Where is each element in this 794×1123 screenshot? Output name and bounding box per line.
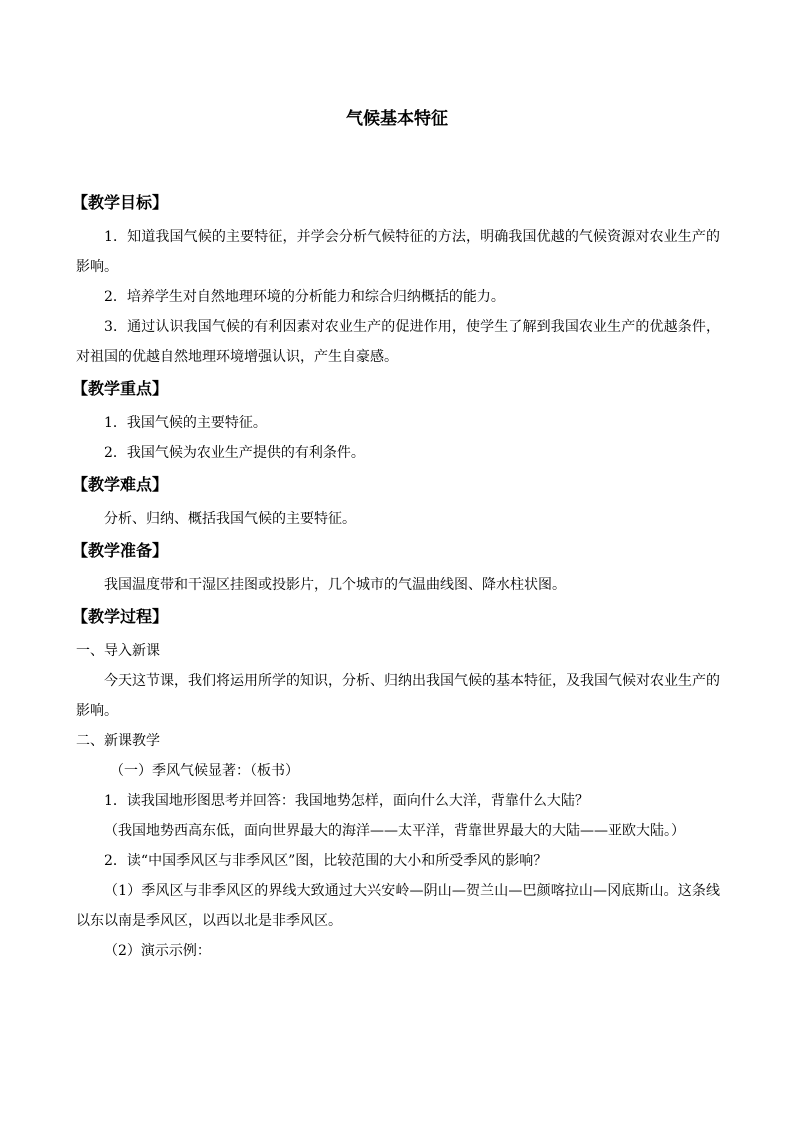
document-body [72,186,720,966]
process-step-heading-1: 一、导入新课 [76,643,160,659]
key-point-1: 1．我国气候的主要特征。 [104,415,267,431]
key-point-2: 2．我国气候为农业生产提供的有利条件。 [104,445,365,461]
difficulty-1: 分析、归纳、概括我国气候的主要特征。 [104,511,356,527]
section-heading-process: 【教学过程】 [72,607,169,626]
process-answer-2-1: （1）季风区与非季风区的界线大致通过大兴安岭—阴山—贺兰山—巴颜喀拉山—冈底斯山。这条线以东以南是季风区，以西以北是非季风区。 [76,883,720,929]
objective-3: 3．通过认识我国气候的有利因素对农业生产的促进作用，使学生了解到我国农业生产的优越条件，对祖国的优越自然地理环境增强认识，产生自豪感。 [76,319,720,365]
process-question-2: 2．读“中国季风区与非季风区”图，比较范围的大小和所受季风的影响？ [104,853,548,869]
process-paragraph: 今天这节课，我们将运用所学的知识，分析、归纳出我国气候的基本特征，及我国气候对农业生产的影响。 [76,673,720,719]
document-title: 气候基本特征 [346,109,448,129]
objective-1: 1．知道我国气候的主要特征，并学会分析气候特征的方法，明确我国优越的气候资源对农业生产的影响。 [76,229,720,275]
process-answer-1: （我国地势西高东低，面向世界最大的海洋——太平洋，背靠世界最大的大陆——亚欧大陆。） [104,823,685,839]
objective-2: 2．培养学生对自然地理环境的分析能力和综合归纳概括的能力。 [104,289,505,305]
process-step-heading-2: 二、新课教学 [76,733,160,749]
process-subheading: （一）季风气候显著：（板书） [110,763,299,779]
section-heading-difficulties: 【教学难点】 [72,475,169,494]
preparation-1: 我国温度带和干湿区挂图或投影片，几个城市的气温曲线图、降水柱状图。 [104,577,566,593]
section-heading-key-points: 【教学重点】 [72,379,169,398]
process-question-1: 1．读我国地形图思考并回答：我国地势怎样，面向什么大洋，背靠什么大陆？ [104,793,589,809]
section-heading-objectives: 【教学目标】 [72,193,169,212]
section-heading-preparation: 【教学准备】 [72,541,169,560]
process-answer-2-2: （2）演示示例： [104,943,211,959]
